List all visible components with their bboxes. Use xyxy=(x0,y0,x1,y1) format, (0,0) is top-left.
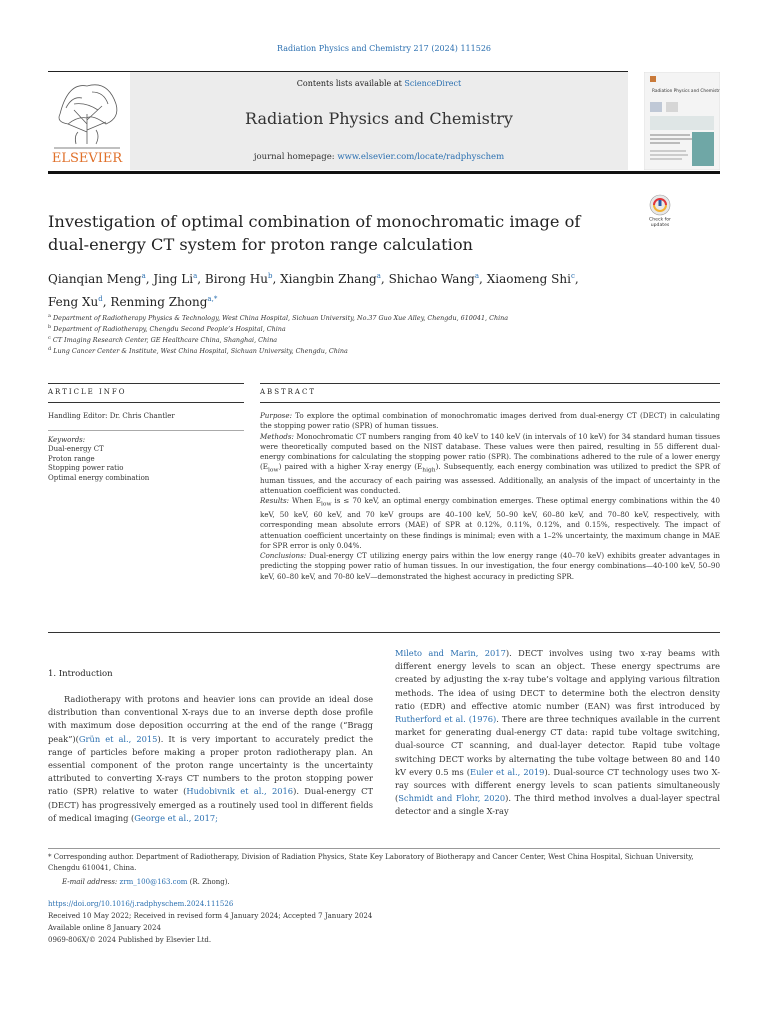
author-list: Qianqian Meng$^a$, Jing Li$^a$, Birong Hu$^b$, Xiangbin Zhang$^a$, Shichao Wang$^a$, Xiaomeng Shi$^c$, Feng Xu$^d$, Renming Zhong$^{a,*}$ xyxy=(48,272,579,309)
article-info-rule xyxy=(48,383,244,384)
journal-homepage: journal homepage: www.elsevier.com/locate/radphyschem xyxy=(253,152,505,162)
article-title: Investigation of optimal combination of monochromatic image of dual-energy CT system for proton range calculation xyxy=(48,212,581,254)
affiliation-d: $^d$ Lung Cancer Center & Institute, West China Hospital, Sichuan University, Chengdu, China xyxy=(48,346,348,356)
elsevier-logo xyxy=(48,74,126,166)
author-name[interactable]: Renming Zhong xyxy=(110,295,208,309)
author-affiliation-marker[interactable]: c xyxy=(570,272,575,280)
check-label-2: updates xyxy=(650,223,670,228)
footnote-rule xyxy=(48,848,720,849)
ref-george-2017[interactable]: George et al., 2017; xyxy=(134,812,218,823)
received-dates: Received 10 May 2022; Received in revised form 4 January 2024; Accepted 7 January 2024 xyxy=(48,912,373,920)
abstract-rule xyxy=(260,383,720,384)
available-online: Available online 8 January 2024 xyxy=(48,924,161,932)
ref-hudobivnik-2016[interactable]: Hudobivnik et al., 2016 xyxy=(186,786,294,797)
affiliation-c: $^c$ CT Imaging Research Center, GE Healthcare China, Shanghai, China xyxy=(48,335,278,345)
affiliation-b: $^b$ Department of Radiotherapy, Chengdu Second People’s Hospital, China xyxy=(48,324,286,334)
article-info-subrule xyxy=(48,402,244,403)
author-affiliation-marker[interactable]: b xyxy=(267,272,273,280)
ref-mileto-2017[interactable]: Mileto and Marin, 2017 xyxy=(395,648,506,658)
keyword-item: Proton range xyxy=(48,454,95,463)
author-name[interactable]: Qianqian Meng xyxy=(48,272,142,286)
article-info-heading: ARTICLE INFO xyxy=(48,388,127,396)
intro-left-column: Radiotherapy with protons and heavier ions can provide an ideal dose distribution than conventional X-rays due to an inverse depth dose profile with maximum dose deposition occurring at the end of the range (“Bragg peak”)(Grün et al., 2015). It is very important to accurately predict the range of particles before making a proper proton radiotherapy plan. An essential component of the proton range uncertainty is the uncertainty attributed to converting X-rays CT numbers to the proton stopping power ratio (SPR) relative to water (Hudobivnik et al., 2016). Dual-energy CT (DECT) has progressively emerged as a routinely used tool in different fields of medical imaging (George et al., 2017; xyxy=(48,694,373,823)
keywords-block xyxy=(48,436,149,483)
keyword-item: Dual-energy CT xyxy=(48,445,104,454)
affiliation-a: $^a$ Department of Radiotherapy Physics & Technology, West China Hospital, Sichuan University, No.37 Guo Xue Alley, Chengdu, 610041, China xyxy=(48,313,509,323)
corresponding-author-note: * Corresponding author. Department of Radiotherapy, Division of Radiation Physics, State Key Laboratory of Biotherapy and Cancer Center, West China Hospital, Sichuan University, Chengdu 610041, China. xyxy=(48,853,694,872)
ref-schmidt-2020[interactable]: Schmidt and Flohr, 2020 xyxy=(398,793,506,804)
journal-title: Radiation Physics and Chemistry xyxy=(245,109,513,128)
journal-homepage-link[interactable]: www.elsevier.com/locate/radphyschem xyxy=(337,152,505,162)
author-name[interactable]: Shichao Wang xyxy=(388,272,475,286)
author-affiliation-marker[interactable]: d xyxy=(98,295,103,303)
check-label-1: Check for xyxy=(649,217,671,223)
sciencedirect-link[interactable]: ScienceDirect xyxy=(404,79,462,88)
handling-editor: Handling Editor: Dr. Chris Chantler xyxy=(48,412,175,420)
cover-title: Radiation Physics and Chemistry xyxy=(652,89,720,94)
elsevier-wordmark: ELSEVIER xyxy=(51,151,123,166)
author-affiliation-marker[interactable]: a xyxy=(193,272,198,280)
contents-line: Contents lists available at ScienceDirect xyxy=(296,79,462,88)
introduction-heading: 1. Introduction xyxy=(48,669,113,679)
ref-euler-2019[interactable]: Euler et al., 2019 xyxy=(470,766,545,777)
abstract-body xyxy=(260,411,720,582)
keyword-item: Stopping power ratio xyxy=(48,464,124,473)
journal-cover-image xyxy=(644,72,720,170)
author-name[interactable]: Feng Xu xyxy=(48,295,99,309)
author-name[interactable]: Jing Li xyxy=(153,272,194,286)
abstract-methods: Methods: Monochromatic CT numbers ranging from 40 keV to 140 keV (in intervals of 10 keV) for 34 standard human tissues were theoretically computed based on the NIST database. These values were then paired, resulting in 55 different dual-energy combinations for calculating the stopping power ratio (SPR). The combinations adhered to the rule of a lower energy $(E_{low})$ paired with a higher X-ray energy $(E_{high})$. Subsequently, each energy combination was utilized to predict the SPR of human tissues, and the accuracy of each pairing was assessed. Additionally, an analysis of the impact of uncertainty in the attenuation coefficient was conducted. xyxy=(260,431,720,496)
abstract-subrule xyxy=(260,402,720,403)
author-affiliation-marker[interactable]: a xyxy=(141,272,146,280)
ref-rutherford-1976[interactable]: Rutherford et al. (1976) xyxy=(395,714,497,725)
ref-grun-2015[interactable]: Grün et al., 2015 xyxy=(78,733,158,744)
author-affiliation-marker[interactable]: a xyxy=(474,272,480,280)
intro-right-column: Mileto and Marin, 2017). DECT involves using two x-ray beams with different energy levels to scan an object. These energy spectrums are created by adjusting the x-ray tube’s voltage and applying various filtration methods. The idea of using DECT to determine both the electron density ratio (EDR) and effective atomic number (EAN) was first introduced by Rutherford et al. (1976). There are three techniques available in the current market for generating dual-energy CT data: rapid tube voltage switching, dual-source CT scanning, and dual-layer detector. Rapid tube voltage switching DECT works by alternating the tube voltage between 80 and 140 kV every 0.5 ms (Euler et al., 2019). Dual-source CT technology uses two X-ray sources with different energy levels to scan patients simultaneously (Schmidt and Flohr, 2020). The third method involves a dual-layer spectral detector and a single X-ray xyxy=(395,648,721,817)
abstract-heading: ABSTRACT xyxy=(260,388,317,396)
check-for-updates-icon[interactable] xyxy=(645,194,675,228)
abstract-end-rule xyxy=(48,632,720,633)
doi-link[interactable]: https://doi.org/10.1016/j.radphyschem.2024.111526 xyxy=(48,900,234,908)
author-affiliation-marker[interactable]: a xyxy=(376,272,381,280)
author-name[interactable]: Xiaomeng Shi xyxy=(486,272,571,286)
abstract-purpose: Purpose: To explore the optimal combination of monochromatic images derived from dual-energy CT (DECT) in calculating the stopping power ratio (SPR) of human tissues. xyxy=(260,411,720,431)
journal-reference-link[interactable]: Radiation Physics and Chemistry 217 (2024) 111526 xyxy=(277,44,491,53)
keyword-item: Optimal energy combination xyxy=(48,473,150,482)
banner-bottom-rule xyxy=(48,171,720,174)
keywords-rule xyxy=(48,430,244,431)
keywords-label: Keywords: xyxy=(48,436,86,444)
abstract-conclusions: Conclusions: Dual-energy CT utilizing energy pairs within the low energy range (40–70 keV) exhibits greater advantages in predicting the stopping power ratio of human tissues. In our investigation, the four energy combinations—40-100 keV, 50–90 keV, 60–80 keV, and 70-80 keV—demonstrated the highest accuracy in predicting SPR. xyxy=(260,551,720,581)
copyright: 0969-806X/© 2024 Published by Elsevier Ltd. xyxy=(48,936,212,944)
email-link[interactable]: zrm_100@163.com xyxy=(119,878,188,886)
abstract-results: Results: When $E_{low}$ is ≤ 70 keV, an optimal energy combination emerges. These optimal energy combinations within the 40 keV, 50 keV, 60 keV, and 70 keV groups are 40–100 keV, 50–90 keV, 60–80 keV, and 70–80 keV, respectively, with corresponding mean absolute errors (MAE) of SPR at 0.12%, 0.11%, 0.12%, and 0.15%, respectively. The impact of attenuation coefficient uncertainty on these findings is minimal; even with a 1–2% uncertainty, the maximum change in MAE for SPR error is only 0.04%. xyxy=(260,496,721,550)
author-name[interactable]: Birong Hu xyxy=(204,272,268,286)
author-affiliation-marker[interactable]: a,* xyxy=(207,295,218,303)
author-name[interactable]: Xiangbin Zhang xyxy=(280,272,377,286)
email-line: E-mail address: zrm_100@163.com (R. Zhong). xyxy=(62,878,230,886)
